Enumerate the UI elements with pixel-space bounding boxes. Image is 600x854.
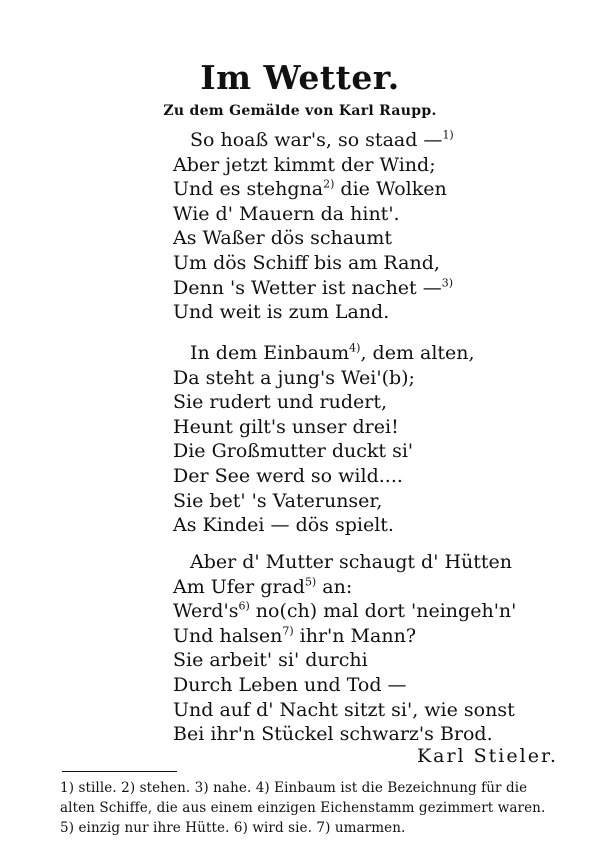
poem-line-text: Werd's (173, 600, 239, 623)
poem-line-text: Um dös Schiff bis am Rand, (173, 252, 440, 274)
poem-line-text: As Waßer dös schaumt (173, 227, 393, 250)
footnote-marker: 4) (349, 341, 361, 355)
poem-line-text: In dem Einbaum (190, 342, 350, 364)
poem-line (173, 575, 352, 599)
footnote-marker: 7) (282, 624, 294, 638)
poem-line (173, 177, 447, 201)
poem-line (190, 341, 475, 365)
poem-line-tail: , dem alten, (360, 342, 475, 364)
poem-line-tail: die Wolken (334, 178, 447, 201)
poem-subtitle: Zu dem Gemälde von Karl Raupp. (163, 103, 437, 119)
poem-line (173, 390, 387, 414)
poem-line (173, 439, 413, 463)
footnote-line-2: alten Schiffe, die aus einem einzigen Eichenstamm gezimmert waren. (60, 800, 546, 816)
poem-line-text: Durch Leben und Tod — (173, 674, 407, 696)
poem-line (173, 513, 394, 537)
poem-line (190, 550, 512, 574)
poem-line-text: Aber d' Mutter schaugt d' Hütten (190, 551, 513, 573)
poem-line (173, 698, 515, 722)
footnote-line-3: 5) einzig nur ihre Hütte. 6) wird sie. 7) umarmen. (60, 820, 406, 836)
poem-title: Im Wetter. (200, 58, 400, 97)
poem-line-text: Bei ihr'n Stückel schwarz's Brod. (173, 723, 493, 746)
poem-line-text: Am Ufer grad (173, 575, 305, 598)
poem-line-tail: ihr'n Mann? (293, 624, 417, 647)
poem-line (173, 202, 400, 226)
poem-line-text: Da steht a jung's Wei'(b); (173, 366, 415, 389)
poem-line-text: As Kindei — dös spielt. (173, 514, 394, 537)
poem-line (173, 673, 407, 697)
poem-line-tail: no(ch) mal dort 'neingeh'n' (249, 600, 517, 623)
poem-line-text: Sie arbeit' si' durchi (173, 649, 368, 672)
footnote-marker: 6) (238, 599, 250, 613)
poem-line (173, 226, 392, 250)
poem-line (173, 251, 440, 275)
poem-line (173, 300, 389, 324)
poem-line (173, 648, 368, 672)
poem-line-text: Und halsen (173, 624, 283, 647)
poem-line (173, 464, 403, 488)
poem-line-text: Sie bet' 's Vaterunser, (173, 489, 383, 512)
poem-line-text: Der See werd so wild.... (173, 465, 403, 487)
poem-line (173, 276, 453, 300)
poem-line-tail: an: (316, 575, 353, 598)
poem-line-text: So hoaß war's, so staad — (190, 129, 443, 151)
poem-line (173, 366, 415, 390)
footnote-marker: 1) (442, 128, 454, 142)
footnote-marker: 5) (304, 575, 317, 589)
poem-line-text: Denn 's Wetter ist nachet — (173, 276, 442, 299)
poem-author: Karl Stieler. (416, 745, 558, 767)
poem-line-text: Sie rudert und rudert, (173, 391, 388, 414)
poem-line (173, 722, 493, 746)
poem-line (190, 128, 454, 152)
footnote-divider (62, 771, 177, 772)
poem-line-text: Und weit is zum Land. (173, 301, 390, 324)
poem-line-text: Aber jetzt kimmt der Wind; (173, 153, 436, 176)
poem-line (173, 599, 516, 623)
poem-line-text: Und es stehgna (173, 178, 324, 201)
poem-line-text: Heunt gilt's unser drei! (173, 415, 399, 438)
poem-line-text: Und auf d' Nacht sitzt si', wie sonst (173, 698, 515, 721)
poem-line-text: Die Großmutter duckt si' (173, 440, 414, 463)
poem-line-text: Wie d' Mauern da hint'. (173, 202, 400, 225)
footnote-marker: 2) (323, 177, 335, 191)
poem-line (173, 153, 436, 177)
footnote-marker: 3) (441, 276, 454, 290)
poem-line (173, 489, 382, 513)
poem-line (173, 624, 416, 648)
footnote-line-1: 1) stille. 2) stehen. 3) nahe. 4) Einbaum ist die Bezeichnung für die (60, 780, 528, 796)
poem-line (173, 415, 399, 439)
